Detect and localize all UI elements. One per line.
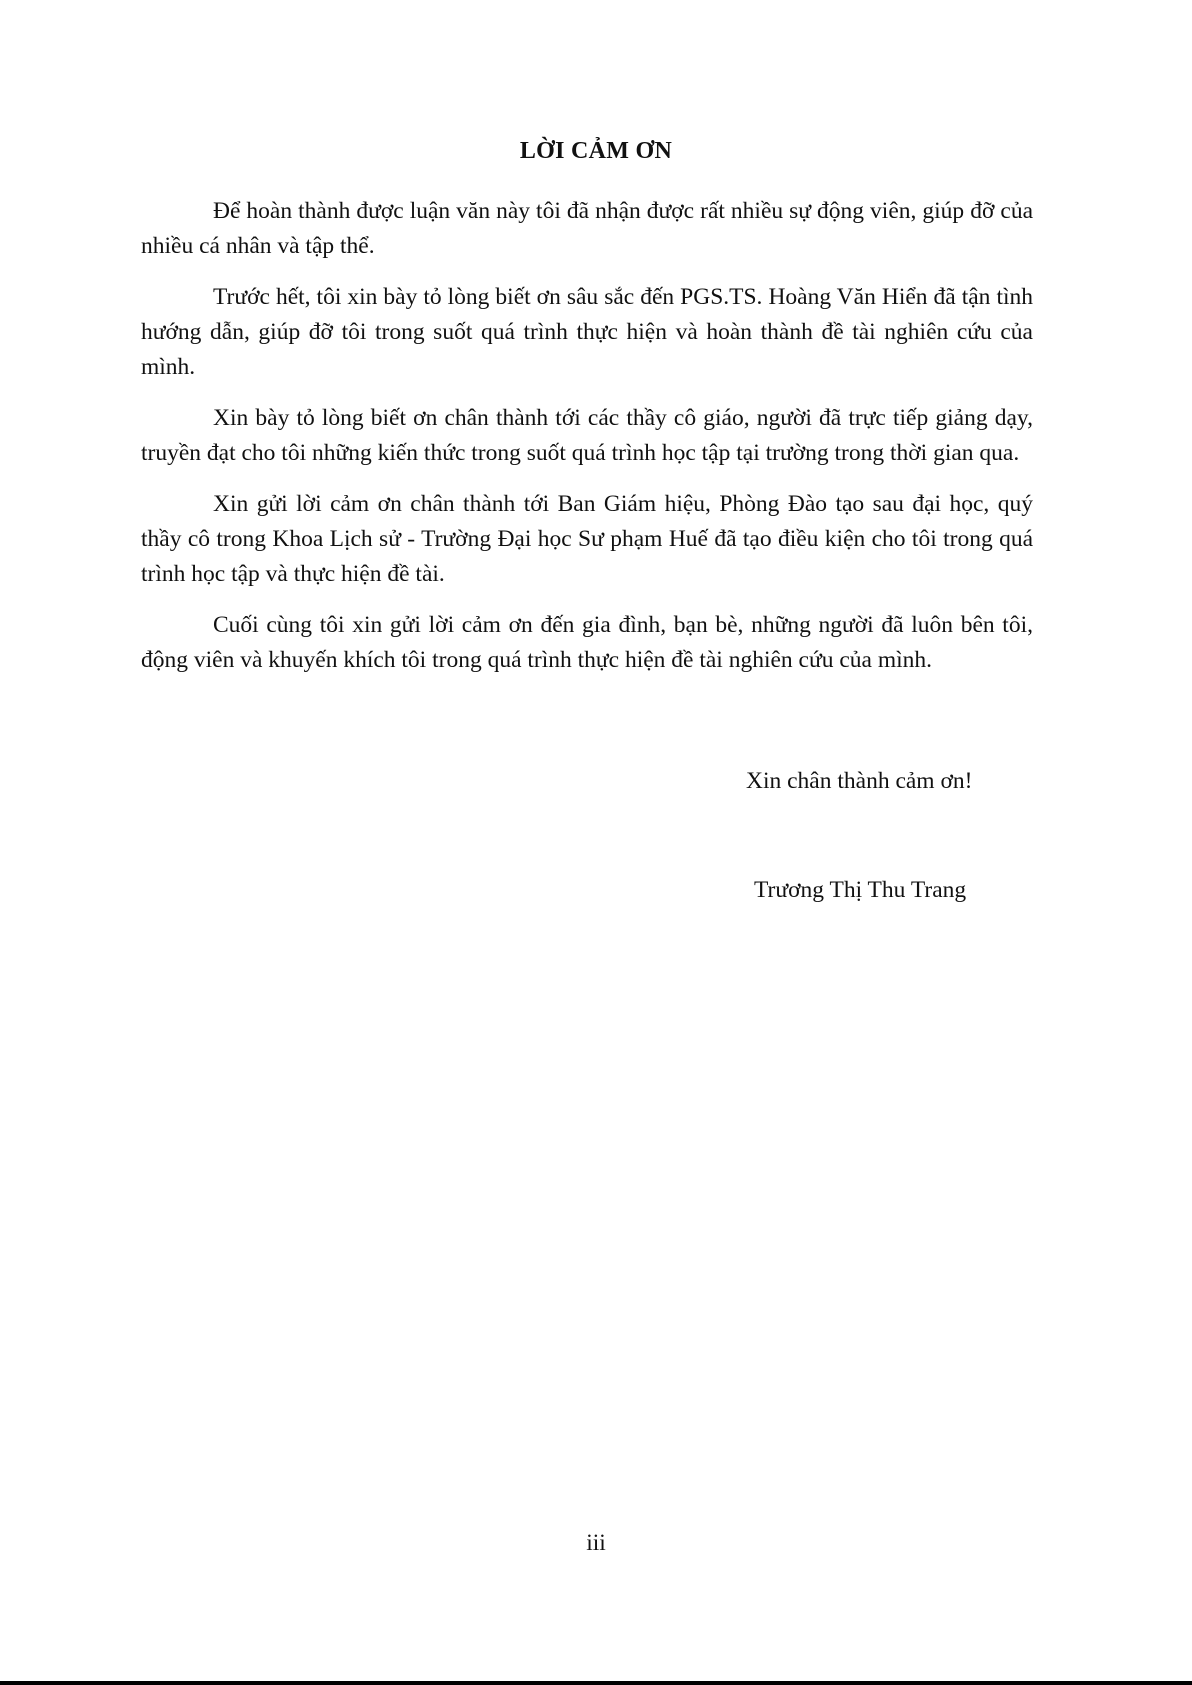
paragraph: Cuối cùng tôi xin gửi lời cảm ơn đến gia đình, bạn bè, những người đã luôn bên tôi, động viên và khuyến khích tôi trong quá trình thực hiện đề tài nghiên cứu của mình. — [141, 612, 1033, 673]
page-title: LỜI CẢM ƠN — [519, 138, 673, 164]
author-name: Trương Thị Thu Trang — [754, 877, 967, 903]
page-number: iii — [586, 1530, 606, 1556]
acknowledgement-body — [141, 194, 1033, 694]
paragraph: Xin bày tỏ lòng biết ơn chân thành tới các thầy cô giáo, người đã trực tiếp giảng dạy, truyền đạt cho tôi những kiến thức trong suốt quá trình học tập tại trường trong thời gian qua. — [141, 405, 1033, 466]
bottom-edge-divider — [0, 1681, 1192, 1685]
paragraph: Xin gửi lời cảm ơn chân thành tới Ban Giám hiệu, Phòng Đào tạo sau đại học, quý thầy cô trong Khoa Lịch sử - Trường Đại học Sư phạm Huế đã tạo điều kiện cho tôi trong quá trình học tập và thực hiện đề tài. — [141, 491, 1033, 587]
paragraph: Trước hết, tôi xin bày tỏ lòng biết ơn sâu sắc đến PGS.TS. Hoàng Văn Hiển đã tận tình hướng dẫn, giúp đỡ tôi trong suốt quá trình thực hiện và hoàn thành đề tài nghiên cứu của mình. — [141, 284, 1033, 380]
paragraph: Để hoàn thành được luận văn này tôi đã nhận được rất nhiều sự động viên, giúp đỡ của nhiều cá nhân và tập thể. — [141, 198, 1033, 259]
closing-line: Xin chân thành cảm ơn! — [746, 768, 973, 794]
